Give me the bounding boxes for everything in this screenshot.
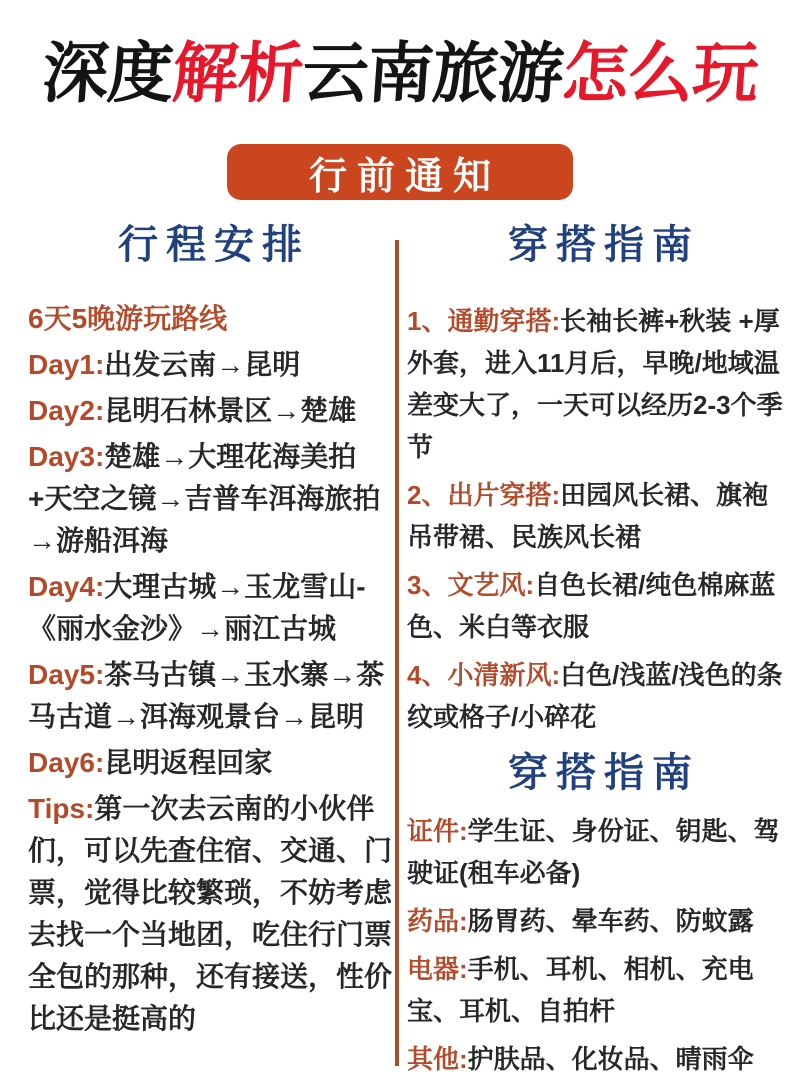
- packing-item-documents: [407, 810, 793, 894]
- packing-item-electronics-text: 手机、耳机、相机、充电宝、耳机、自拍杆: [407, 954, 754, 1026]
- packing-item-others-text: 护肤品、化妆品、晴雨伞: [467, 1044, 754, 1074]
- title-segment-4: 怎么玩: [559, 36, 761, 110]
- itinerary-day5: [28, 654, 392, 738]
- outfit-column: [407, 220, 793, 1084]
- pre-trip-notice-badge: 行前通知: [227, 144, 573, 200]
- itinerary-day3-label: Day3:: [28, 441, 105, 472]
- itinerary-day4-text: 大理古城→玉龙雪山-《丽水金沙》→丽江古城: [28, 571, 366, 644]
- outfit-guide-header: 穿搭指南: [508, 223, 700, 267]
- packing-list-header: 穿搭指南: [508, 751, 700, 795]
- page-title: [0, 36, 800, 112]
- packing-item-medicine: [407, 900, 793, 942]
- title-segment-1: 深度: [39, 36, 176, 110]
- itinerary-day1-text: 出发云南→昆明: [104, 349, 301, 380]
- itinerary-day4: [28, 566, 392, 650]
- outfit-item-fresh: [407, 654, 793, 738]
- itinerary-tips-text: 第一次去云南的小伙伴们，可以先查住宿、交通、门票，觉得比较繁琐，不妨考虑去找一个当地团，吃住行门票全包的那种，还有接送，性价比还是挺高的: [28, 793, 393, 1034]
- itinerary-column: [28, 220, 392, 1044]
- itinerary-day1: [28, 344, 392, 386]
- itinerary-day2-label: Day2:: [28, 395, 105, 426]
- outfit-item-commute-text: 长袖长裤+秋装 +厚外套，进入11月后，早晚/地域温差变大了，一天可以经历2-3个季节: [407, 306, 783, 462]
- itinerary-header: 行程安排: [118, 223, 310, 267]
- packing-item-others-label: 其他:: [407, 1044, 468, 1074]
- itinerary-day6: [28, 742, 392, 784]
- outfit-item-photo: [407, 474, 793, 558]
- itinerary-day6-label: Day6:: [28, 747, 105, 778]
- itinerary-day3-text: 楚雄→大理花海美拍+天空之镜→吉普车洱海旅拍→游船洱海: [28, 441, 381, 556]
- itinerary-day3: [28, 436, 392, 562]
- title-segment-3: 云南旅游: [299, 36, 566, 110]
- outfit-item-artsy-label: 3、文艺风:: [407, 570, 535, 600]
- itinerary-day5-text: 茶马古镇→玉水寨→茶马古道→洱海观景台→昆明: [28, 659, 385, 732]
- itinerary-day1-label: Day1:: [28, 349, 105, 380]
- title-segment-2: 解析: [169, 36, 306, 110]
- outfit-item-artsy-text: 自色长裙/纯色棉麻蓝色、米白等衣服: [407, 570, 776, 642]
- itinerary-day2-text: 昆明石林景区→楚雄: [104, 395, 357, 426]
- itinerary-tips: [28, 788, 392, 1040]
- packing-item-documents-label: 证件:: [407, 816, 468, 846]
- packing-item-electronics-label: 电器:: [407, 954, 468, 984]
- outfit-item-commute-label: 1、通勤穿搭:: [407, 306, 561, 336]
- packing-item-documents-text: 学生证、身份证、钥匙、驾驶证(租车必备): [407, 816, 780, 888]
- outfit-item-fresh-text: 白色/浅蓝/浅色的条纹或格子/小碎花: [407, 660, 783, 732]
- packing-item-medicine-text: 肠胃药、晕车药、防蚊露: [467, 906, 754, 936]
- outfit-item-fresh-label: 4、小清新风:: [407, 660, 561, 690]
- itinerary-tips-label: Tips:: [28, 793, 95, 824]
- itinerary-day2: [28, 390, 392, 432]
- column-divider: [395, 240, 399, 1066]
- outfit-item-photo-text: 田园风长裙、旗袍吊带裙、民族风长裙: [407, 480, 769, 552]
- packing-item-medicine-label: 药品:: [407, 906, 468, 936]
- itinerary-day6-text: 昆明返程回家: [104, 747, 273, 778]
- itinerary-day5-label: Day5:: [28, 659, 105, 690]
- packing-item-others: [407, 1038, 793, 1080]
- itinerary-day4-label: Day4:: [28, 571, 105, 602]
- itinerary-intro: 6天5晚游玩路线: [28, 303, 228, 334]
- outfit-item-commute: [407, 300, 793, 468]
- outfit-item-photo-label: 2、出片穿搭:: [407, 480, 561, 510]
- outfit-item-artsy: [407, 564, 793, 648]
- packing-item-electronics: [407, 948, 793, 1032]
